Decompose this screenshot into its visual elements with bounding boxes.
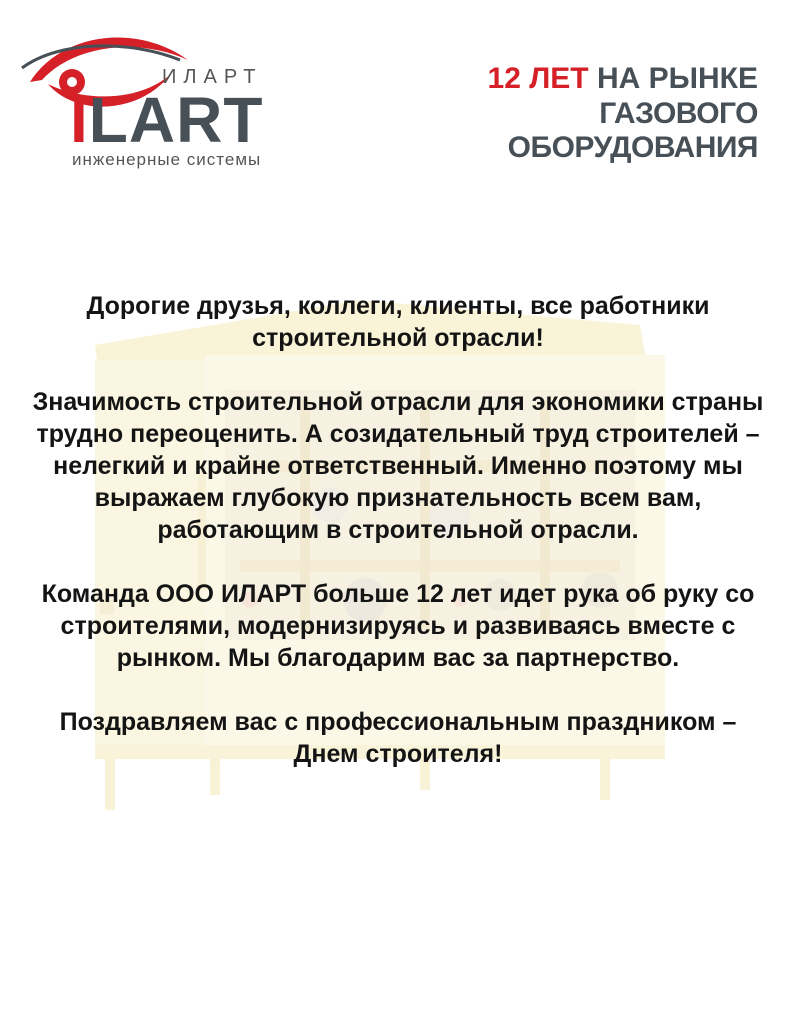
slogan-line-2: ГАЗОВОГО ОБОРУДОВАНИЯ bbox=[507, 96, 758, 164]
header-slogan bbox=[358, 62, 758, 166]
slogan-line-1 bbox=[358, 62, 758, 97]
congratulation-message bbox=[30, 290, 766, 802]
logo-wordmark bbox=[70, 84, 264, 156]
message-paragraph-2: Команда ООО ИЛАРТ больше 12 лет идет рука об руку со строителями, модернизируясь и развиваясь вместе с рынком. Мы благодарим вас за партнерство. bbox=[41, 580, 755, 672]
message-closing: Поздравляем вас с профессиональным праздником – Днем строителя! bbox=[59, 708, 737, 768]
message-greeting: Дорогие друзья, коллеги, клиенты, все работники строительной отрасли! bbox=[86, 292, 710, 352]
ilart-logo bbox=[20, 20, 270, 170]
logo-tagline: инженерные системы bbox=[72, 150, 262, 169]
logo-brand-cyrillic: ИЛАРТ bbox=[162, 66, 263, 88]
slogan-years: 12 ЛЕТ bbox=[487, 62, 589, 95]
logo-wordmark-rest: LART bbox=[88, 84, 264, 156]
message-paragraph-1: Значимость строительной отрасли для экономики страны трудно переоценить. А созидательный труд строителей – нелегкий и крайне ответственный. Именно поэтому мы выражаем глубокую признательность всем вам, работающим в строительной отрасли. bbox=[32, 388, 764, 544]
logo-wordmark-first-letter: I bbox=[70, 84, 89, 156]
slogan-market: НА РЫНКЕ bbox=[596, 62, 758, 95]
